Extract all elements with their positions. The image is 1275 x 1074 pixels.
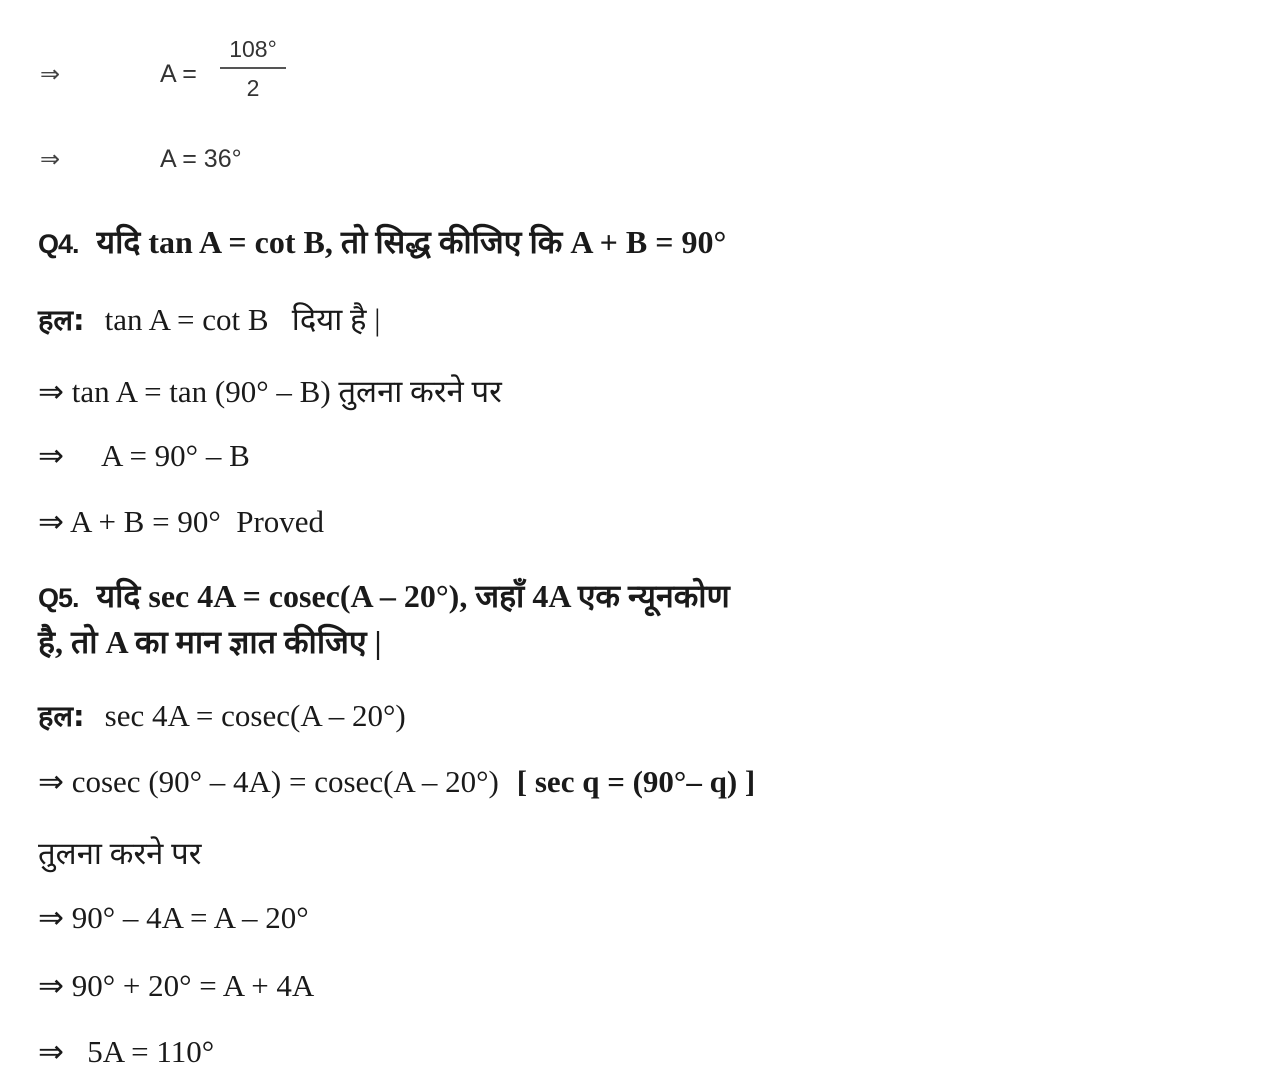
question-4-heading (38, 220, 726, 263)
q5-solution-intro (38, 696, 406, 735)
q5-step-1 (38, 764, 755, 800)
equation-lhs: A = (160, 60, 197, 88)
question-number: Q4. (38, 229, 79, 259)
equation-text: A = 36° (160, 145, 242, 173)
implies-symbol: ⇒ (40, 60, 61, 88)
implies-symbol: ⇒ (40, 145, 61, 173)
q5-step-3: ⇒ 90° – 4A = A – 20° (38, 900, 309, 935)
q4-step-1: ⇒ tan A = tan (90° – B) तुलना करने पर (38, 374, 502, 409)
question-5-heading-line-1 (38, 574, 730, 617)
question-number: Q5. (38, 583, 79, 613)
q4-solution-intro (38, 298, 380, 340)
fraction (218, 36, 288, 102)
solution-label: हल: (38, 699, 85, 733)
solution-label: हल: (38, 303, 85, 337)
question-text-part-2: है, तो A का मान ज्ञात कीजिए | (38, 624, 382, 660)
q5-step-1-bracket: [ sec q = (90°– q) ] (516, 764, 756, 799)
fraction-numerator: 108° (229, 36, 277, 62)
q5-step-1-text: ⇒ cosec (90° – 4A) = cosec(A – 20°) (38, 764, 499, 799)
solution-text: tan A = cot B दिया है | (104, 302, 381, 337)
question-text: यदि tan A = cot B, तो सिद्ध कीजिए कि A + B = 90° (96, 224, 727, 260)
q4-step-2: ⇒ A = 90° – B (38, 438, 250, 473)
q5-step-2: तुलना करने पर (38, 836, 202, 871)
question-5-heading-line-2 (38, 620, 382, 663)
q5-step-5: ⇒ 5A = 110° (38, 1034, 215, 1069)
fraction-denominator: 2 (246, 75, 260, 101)
question-text-part-1: यदि sec 4A = cosec(A – 20°), जहाँ 4A एक न्यूनकोण (96, 578, 730, 614)
solution-text: sec 4A = cosec(A – 20°) (104, 698, 406, 733)
q5-step-4: ⇒ 90° + 20° = A + 4A (38, 968, 315, 1003)
q4-step-3: ⇒ A + B = 90° Proved (38, 504, 325, 539)
